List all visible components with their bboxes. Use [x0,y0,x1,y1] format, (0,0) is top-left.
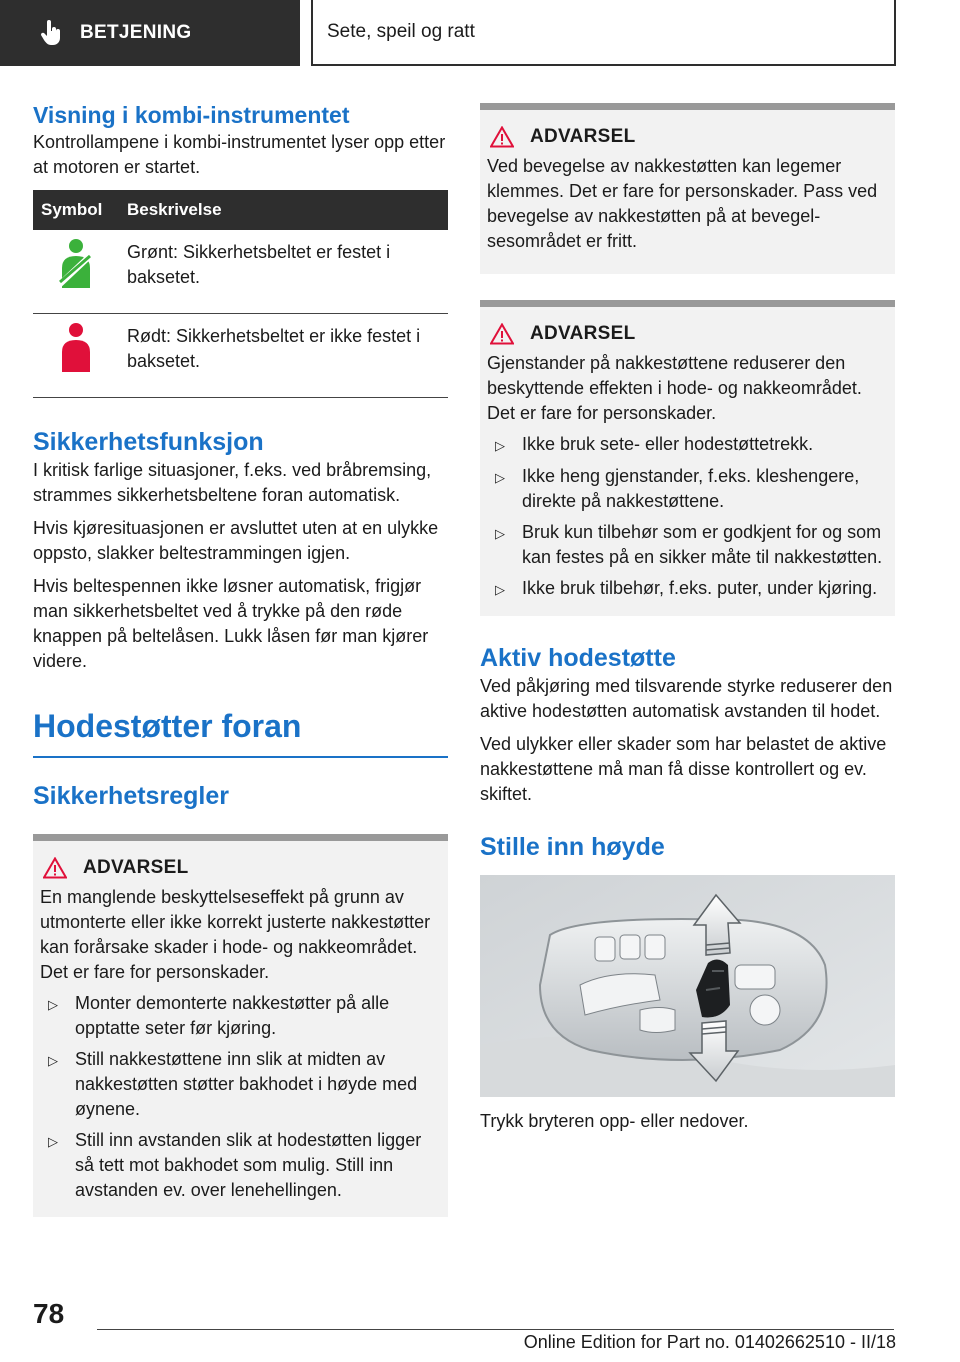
active-paragraph: Ved påkjøring med tilsvarende styrke reduserer den aktive hodestøtten automatisk avstanden til hodet. [480,676,893,721]
list-item: ▷ Ikke bruk tilbehør, f.eks. puter, under kjøring. [487,576,888,602]
seat-switch-illustration [480,875,895,1097]
warning-triangle-icon [43,857,67,879]
main-heading: Hodestøtter foran [33,704,448,758]
warning-title: ADVARSEL [83,857,189,878]
table-header-description: Beskrivelse [119,190,448,230]
warning-box [480,300,895,616]
section-title: BETJENING [80,22,192,43]
display-text: Kontrollampene i kombi-instrumentet lyser opp etter at motoren er startet. [33,132,446,177]
warning-title: ADVARSEL [530,323,636,344]
image-caption: Trykk bryteren opp- eller nedover. [480,1111,749,1131]
seatbelt-red-icon [56,322,96,374]
warning-text: En manglende beskyttelseseffekt på grunn av utmonterte eller ikke korrekt justerte nakkestøtter kan forårsake skader i hode- og nakkeområdet. Det er fare for personskader. [40,887,431,982]
list-item: ▷ Still nakkestøttene inn slik at midten av nakkestøtten støtter bakhodet i høyde med øynene. [40,1047,441,1122]
table-cell-description: Rødt: Sikkerhetsbeltet er ikke festet i baksetet. [119,314,448,398]
chapter-title: Sete, speil og ratt [327,21,475,42]
header-section-tab [0,0,300,66]
bullet-triangle-icon: ▷ [48,1053,58,1068]
rules-heading: Sikkerhetsregler [33,782,229,810]
page-number: 78 [33,1298,65,1329]
bullet-triangle-icon: ▷ [48,997,58,1012]
seatbelt-green-icon [56,238,96,290]
seat-control-switch-icon [480,875,895,1097]
list-item: ▷ Ikke heng gjenstander, f.eks. kleshengere, direkte på nakkestøttene. [487,464,888,514]
warning-triangle-icon [490,323,514,345]
list-item: ▷ Ikke bruk sete- eller hodestøttetrekk. [487,432,888,458]
table-row [33,230,448,314]
active-heading: Aktiv hodestøtte [480,644,676,672]
list-item: ▷ Bruk kun tilbehør som er godkjent for og som kan festes på en sikker måte til nakkestøtten. [487,520,888,570]
warning-box [33,834,448,1217]
safety-paragraph: Hvis kjøresituasjonen er avsluttet uten at en ulykke oppsto, slakker beltestrammingen igjen. [33,518,439,563]
bullet-triangle-icon: ▷ [495,438,505,453]
footer-edition: Online Edition for Part no. 01402662510 - II/18 [523,1332,896,1352]
safety-paragraph: Hvis beltespennen ikke løsner automatisk, frigjør man sikkerhetsbeltet ved å trykke på den røde knappen på beltelåsen. Lukk låsen før man kjører videre. [33,576,429,671]
warning-box [480,103,895,274]
safety-heading: Sikkerhetsfunksjon [33,428,264,456]
right-column [480,103,895,1142]
display-heading: Visning i kombi-instrumentet [33,102,350,128]
warning-triangle-icon [490,126,514,148]
symbol-table [33,190,448,398]
active-paragraph: Ved ulykker eller skader som har belastet de aktive nakkestøttene må man få disse kontrollert og ev. skiftet. [480,734,887,804]
bullet-triangle-icon: ▷ [495,526,505,541]
warning-text: Gjenstander på nakkestøttene reduserer den beskyttende effekten i hode- og nakkeområdet. Det er fare for personskader. [487,353,862,423]
hand-pointer-icon [40,20,62,46]
table-cell-description: Grønt: Sikkerhetsbeltet er festet i baksetet. [119,230,448,314]
footer-divider [97,1329,894,1330]
warning-text: Ved bevegelse av nakkestøtten kan legemer klemmes. Det er fare for personskader. Pass ved bevegelse av nakkestøtten på at bevegelsesområdet er fritt. [487,156,878,251]
warning-title: ADVARSEL [530,126,636,147]
bullet-triangle-icon: ▷ [495,582,505,597]
safety-paragraph: I kritisk farlige situasjoner, f.eks. ved bråbremsing, strammes sikkerhetsbeltene foran automatisk. [33,460,432,505]
bullet-triangle-icon: ▷ [495,470,505,485]
list-item: ▷ Still inn avstanden slik at hodestøtten ligger så tett mot bakhodet som mulig. Still inn avstanden ev. over lenehellingen. [40,1128,441,1203]
header-chapter [311,0,896,66]
table-header-symbol: Symbol [33,190,119,230]
height-heading: Stille inn høyde [480,833,665,861]
left-column [33,100,448,1217]
bullet-triangle-icon: ▷ [48,1134,58,1149]
list-item: ▷ Monter demonterte nakkestøtter på alle opptatte seter før kjøring. [40,991,441,1041]
table-row [33,314,448,398]
